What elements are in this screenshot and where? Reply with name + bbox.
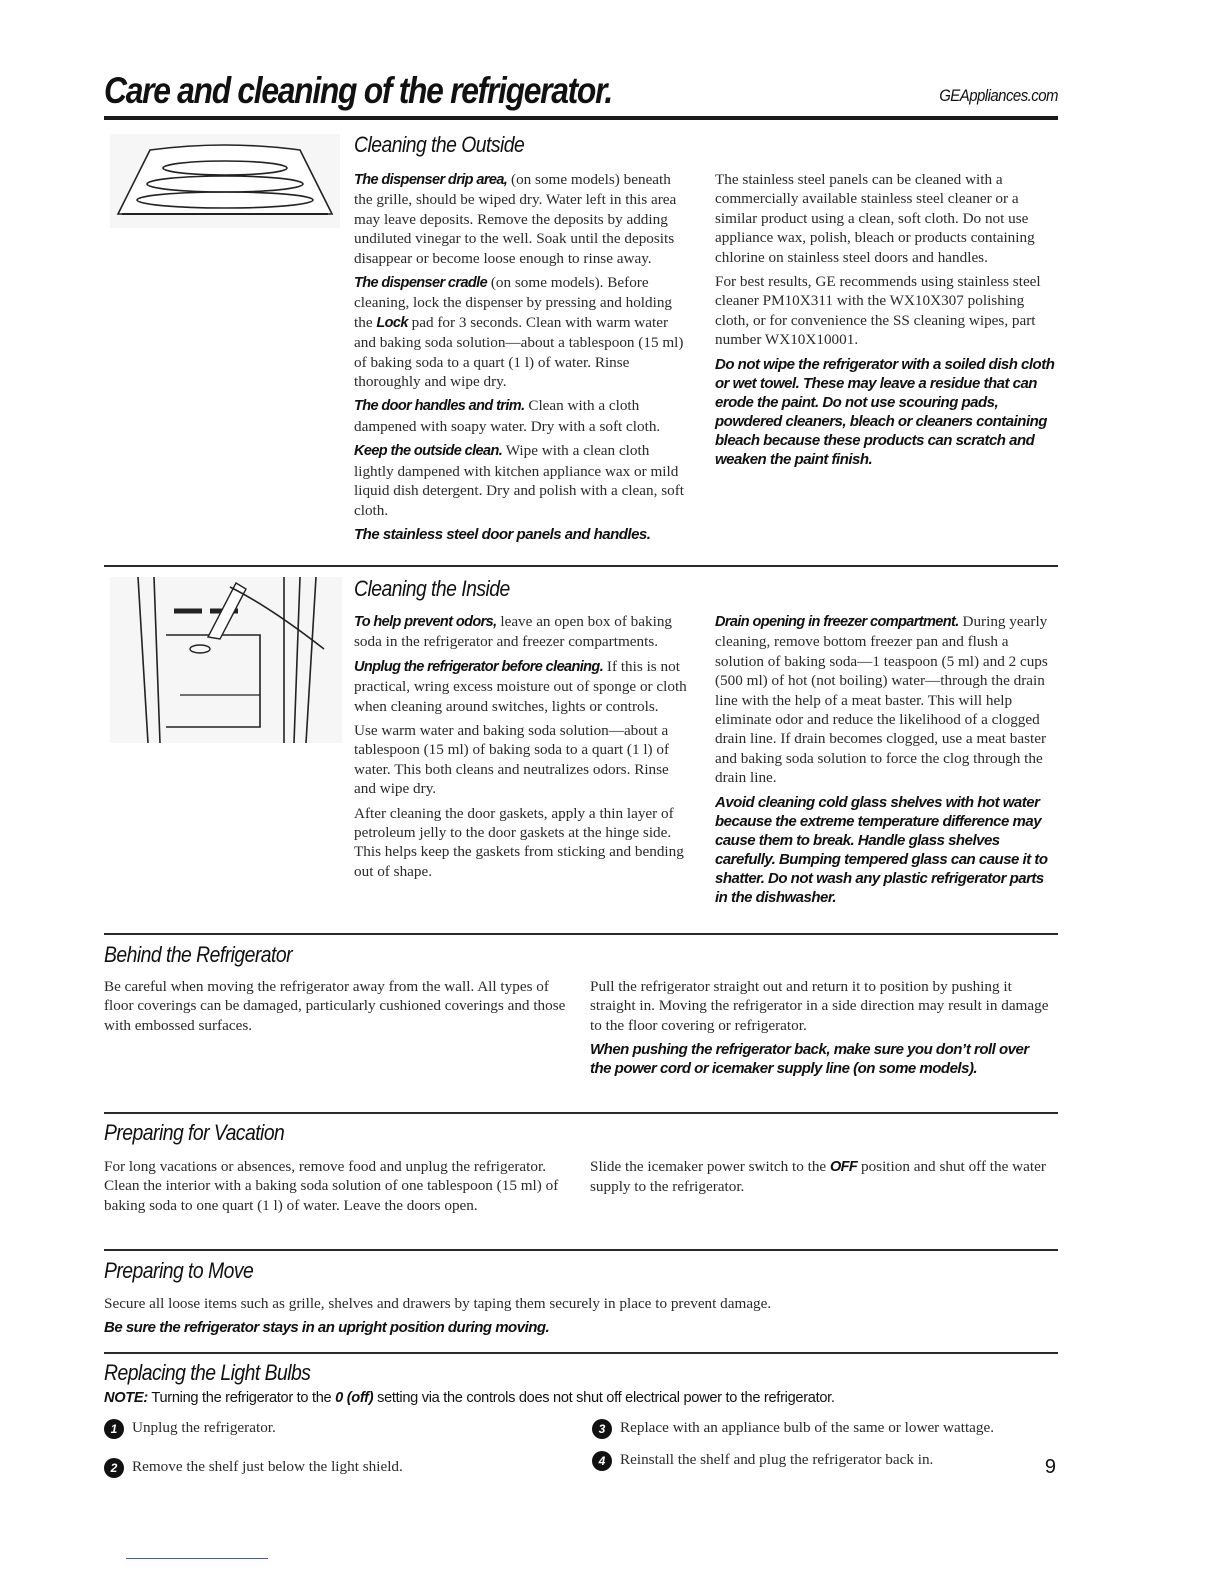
outside-stainless-heading: The stainless steel door panels and handles. (354, 525, 651, 543)
outside-cradle-paragraph: The dispenser cradle (on some models). Before cleaning, lock the dispenser by pressing and holding the Lock pad for 3 seconds. Clean with warm water and baking soda solution—about a tablespoon (15 ml) of baking soda to a quart (1 l) of water. Rinse thoroughly and wipe dry. (354, 274, 684, 391)
bulb-step-1: 1 Unplug the refrigerator. (104, 1418, 564, 1439)
outside-warning: Do not wipe the refrigerator with a soiled dish cloth or wet towel. These may leave a residue that can erode the paint. Do not use scouring pads, powdered cleaners, bleach or cleaners containing bleach because these products can scratch and weaken the paint finish. (715, 355, 1055, 468)
move-warning: Be sure the refrigerator stays in an upright position during moving. (104, 1319, 550, 1337)
page-number: 9 (1044, 1456, 1056, 1478)
divider-behind (104, 933, 1058, 935)
bulbs-note: NOTE: Turning the refrigerator to the 0 (off) setting via the controls does not shut off electrical power to the refrigerator. (104, 1390, 835, 1406)
step-number-badge: 1 (104, 1419, 124, 1439)
inside-drain-paragraph: Drain opening in freezer compartment. During yearly cleaning, remove bottom freezer pan and flush a solution of baking soda—1 teaspoon (5 ml) and 2 cups (500 ml) of hot (not boiling) water—through the drain line with the help of a meat baster. This will help eliminate odor and reduce the likelihood of a clogged drain line. If drain becomes clogged, use a meat baster and baking soda solution to force the clog through the drain line. (715, 613, 1048, 787)
bulbs-steps-left (104, 1418, 564, 1478)
step-number-badge: 3 (592, 1419, 612, 1439)
inside-odors-paragraph: To help prevent odors, leave an open box of baking soda in the refrigerator and freezer compartments. (354, 613, 673, 651)
outside-stainless-paragraph: The stainless steel panels can be cleaned with a commercially available stainless steel cleaner or a similar product using a clean, soft cloth. Do not use appliance wax, polish, bleach or products containing chlorine on stainless steel doors and handles. (715, 171, 1035, 266)
bulb-step-2: 2 Remove the shelf just below the light shield. (104, 1457, 564, 1478)
outside-handles-paragraph: The door handles and trim. Clean with a cloth dampened with soapy water. Dry with a soft cloth. (354, 397, 661, 435)
refrigerator-interior-illustration (110, 577, 342, 743)
outside-heading: Cleaning the Outside (354, 132, 525, 157)
outside-keep-clean-paragraph: Keep the outside clean. Wipe with a clean cloth lightly dampened with kitchen appliance wax or mild liquid dish detergent. Dry and polish with a clean, soft cloth. (354, 442, 684, 519)
behind-left-column: Be careful when moving the refrigerator away from the wall. All types of floor coverings can be damaged, particularly cushioned coverings and those with embossed surfaces. (104, 978, 566, 1034)
inside-right-column (715, 612, 1055, 912)
bulb-step-4: 4 Reinstall the shelf and plug the refrigerator back in. (592, 1450, 1002, 1471)
outside-drip-paragraph: The dispenser drip area, (on some models) beneath the grille, should be wiped dry. Water left in this area may leave deposits. Remove the deposits by adding undiluted vinegar to the well. Soak until the deposits disappear or become loose enough to rinse away. (354, 171, 677, 267)
vacation-heading: Preparing for Vacation (104, 1120, 285, 1145)
bulbs-steps-right (592, 1418, 1002, 1471)
behind-warning: When pushing the refrigerator back, make sure you don’t roll over the power cord or icemaker supply line (on some models). (590, 1041, 1029, 1078)
inside-left-column (354, 612, 690, 886)
outside-right-column (715, 170, 1055, 474)
divider-move (104, 1249, 1058, 1251)
behind-right-column: Pull the refrigerator straight out and return it to position by pushing it straight in. Moving the refrigerator in a side direction may result in damage to the floor covering or refrigerator. When pushing the refrigerator back, make sure you don’t roll over the power cord or icemaker supply line (on some models). (590, 978, 1049, 1078)
vacation-left-column: For long vacations or absences, remove food and unplug the refrigerator. Clean the interior with a baking soda solution of one tablespoon (15 ml) of baking soda to one quart (1 l) of water. Leave the doors open. (104, 1158, 559, 1214)
bulbs-heading: Replacing the Light Bulbs (104, 1360, 311, 1385)
inside-warning: Avoid cleaning cold glass shelves with hot water because the extreme temperature difference may cause them to break. Handle glass shelves carefully. Bumping tempered glass can cause it to shatter. Do not wash any plastic refrigerator parts in the dishwasher. (715, 793, 1048, 906)
inside-gaskets-paragraph: After cleaning the door gaskets, apply a thin layer of petroleum jelly to the door gaskets at the hinge side. This helps keep the gaskets from sticking and bending out of shape. (354, 804, 684, 880)
outside-best-results-paragraph: For best results, GE recommends using stainless steel cleaner PM10X311 with the WX10X307 polishing cloth, or for convenience the SS cleaning wipes, part number WX10X10001. (715, 273, 1041, 349)
inside-heading: Cleaning the Inside (354, 576, 510, 601)
bulb-step-3: 3 Replace with an appliance bulb of the same or lower wattage. (592, 1418, 1002, 1439)
divider-inside (104, 565, 1058, 567)
header-rule (104, 116, 1058, 120)
move-heading: Preparing to Move (104, 1258, 254, 1283)
page-title: Care and cleaning of the refrigerator. (104, 70, 612, 111)
step-number-badge: 2 (104, 1458, 124, 1478)
vacation-right-column: Slide the icemaker power switch to the OFF position and shut off the water supply to the refrigerator. (590, 1158, 1046, 1196)
move-body (104, 1294, 1052, 1342)
drip-tray-illustration (110, 134, 340, 228)
inside-warm-water-paragraph: Use warm water and baking soda solution—about a tablespoon (15 ml) of baking soda to a quart (1 l) of water. This both cleans and neutralizes odors. Rinse and wipe dry. (354, 722, 670, 798)
divider-vacation (104, 1112, 1058, 1114)
step-number-badge: 4 (592, 1451, 612, 1471)
move-text: Secure all loose items such as grille, shelves and drawers by taping them securely in place to prevent damage. (104, 1295, 772, 1312)
inside-unplug-paragraph: Unplug the refrigerator before cleaning. If this is not practical, wring excess moisture out of sponge or cloth when cleaning around switches, lights or controls. (354, 657, 687, 715)
footer-link-underline (126, 1558, 268, 1559)
behind-heading: Behind the Refrigerator (104, 942, 293, 967)
website-label: GEAppliances.com (939, 86, 1058, 105)
divider-bulbs (104, 1352, 1058, 1354)
outside-left-column (354, 170, 690, 549)
